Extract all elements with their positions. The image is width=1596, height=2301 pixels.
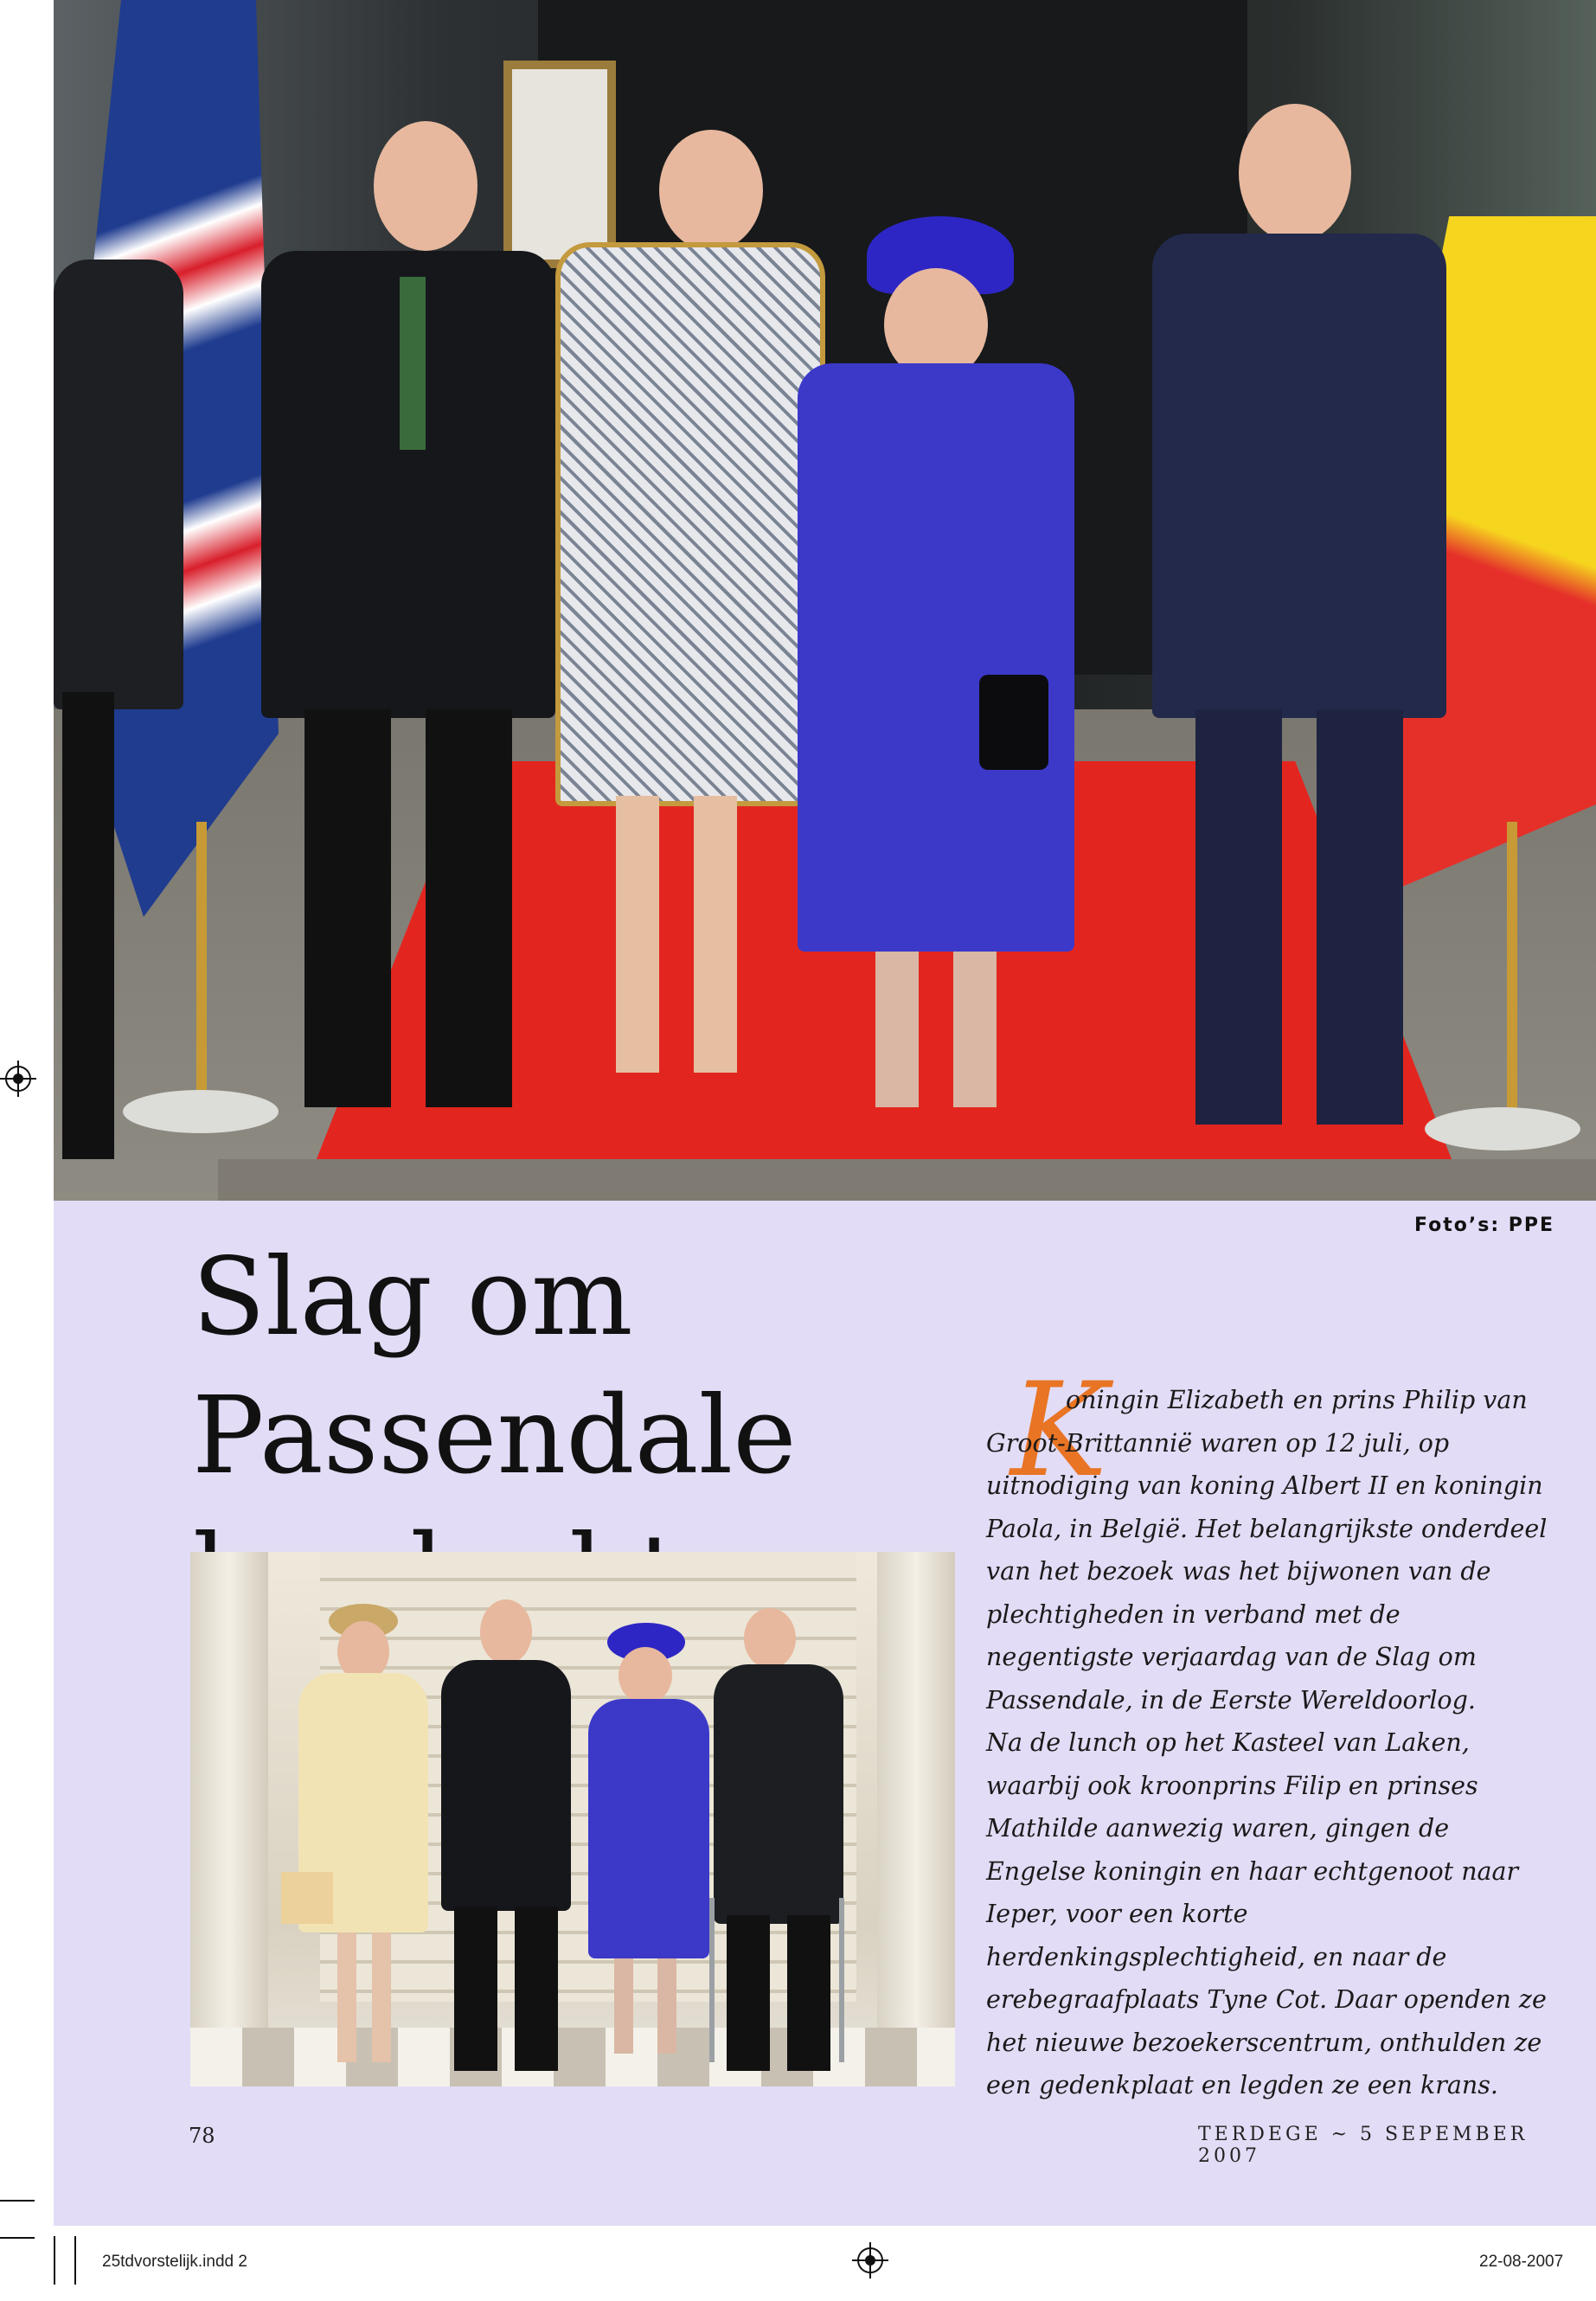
hero-curb bbox=[218, 1159, 1596, 1201]
flag-pole-left bbox=[196, 822, 207, 1107]
registration-mark-left bbox=[5, 1066, 31, 1092]
article-body bbox=[986, 1379, 1548, 2107]
folio-line: TERDEGE ~ 5 SEPEMBER 2007 bbox=[1198, 2124, 1529, 2167]
paragraph-1-first-line: oningin Elizabeth en prins Philip van bbox=[1066, 1386, 1528, 1414]
inset-column-right bbox=[877, 1552, 955, 2036]
inset-photo bbox=[190, 1552, 955, 2086]
flag-pole-right bbox=[1507, 822, 1517, 1133]
drop-cap-letter: K bbox=[1010, 1356, 1108, 1506]
inset-column-left bbox=[190, 1552, 268, 2036]
slug-filename: 25tdvorstelijk.indd 2 bbox=[102, 2253, 247, 2271]
paragraph-1-rest: Groot-Brittannië waren op 12 juli, op uitnodiging van koning Albert II en koningin Paola, in België. Het belangrijkste onderdeel van het bezoek was het bijwonen van de plechtigheden in verband met de negentigste verjaardag van de Slag om Passendale, in de Eerste Wereldoorlog. bbox=[986, 1428, 1548, 1715]
crop-mark bbox=[0, 2200, 35, 2202]
slug-date: 22-08-2007 bbox=[1479, 2253, 1564, 2271]
registration-mark-bottom bbox=[857, 2247, 883, 2273]
page-number: 78 bbox=[189, 2124, 215, 2148]
hero-wall-plaque bbox=[503, 61, 616, 268]
flag-pole-base-left bbox=[123, 1090, 279, 1133]
crop-mark bbox=[54, 2236, 55, 2285]
crop-mark bbox=[74, 2236, 76, 2285]
photo-credit: Foto’s: PPE bbox=[1414, 1215, 1555, 1236]
crop-mark bbox=[0, 2237, 35, 2239]
paragraph-2: Na de lunch op het Kasteel van Laken, waarbij ook kroonprins Filip en prinses Mathilde aanwezig waren, gingen de Engelse koningin en haar echtgenoot naar Ieper, voor een korte herdenkingsplechtigheid, en naar de erebegraafplaats Tyne Cot. Daar openden ze het nieuwe bezoekerscentrum, onthulden ze een gedenkplaat en legden ze een krans. bbox=[986, 1728, 1547, 2099]
flag-pole-base-right bbox=[1425, 1107, 1580, 1150]
hero-photo bbox=[54, 0, 1596, 1201]
article-title: Slag om Passendale bbox=[192, 1235, 797, 1498]
